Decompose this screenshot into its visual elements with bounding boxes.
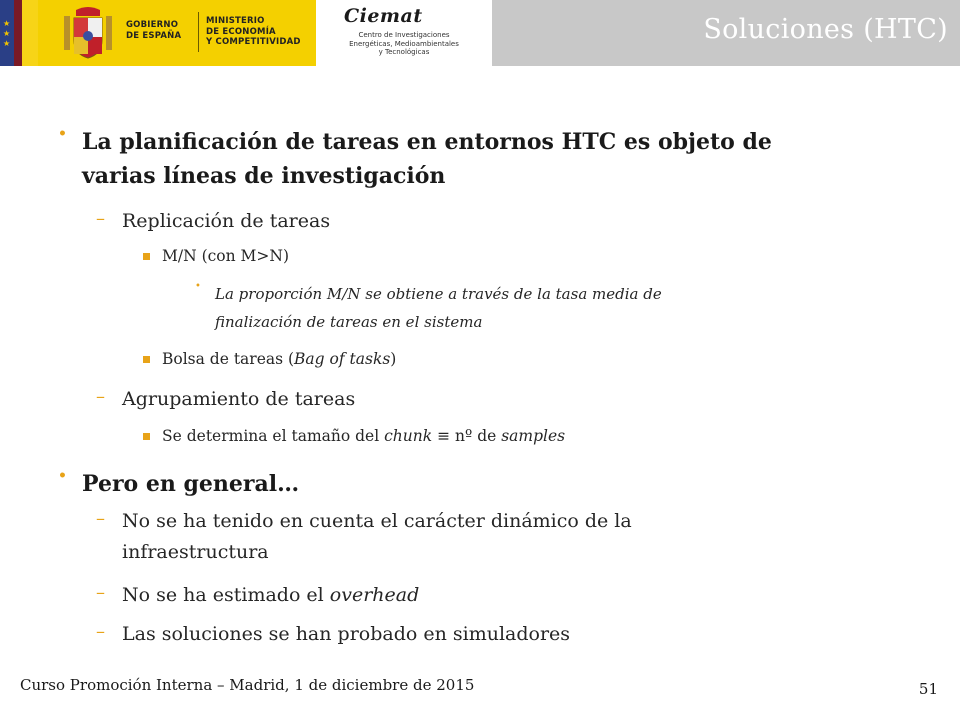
gov-line1: GOBIERNO <box>126 20 179 30</box>
point2c: Las soluciones se han probado en simuladores <box>122 623 571 645</box>
slide-title: Soluciones (HTC) <box>703 14 948 45</box>
point2a-line2: infraestructura <box>122 541 269 563</box>
ciemat-sub2: Energéticas, Medioambientales <box>349 39 459 48</box>
point2: Pero en general… <box>82 471 300 497</box>
dash-bullet-icon: – <box>96 386 105 407</box>
ministry-line1: MINISTERIO <box>206 16 265 26</box>
dash-bullet-icon: – <box>96 621 105 642</box>
point1a2: Bolsa de tareas (Bag of tasks) <box>162 350 397 368</box>
gov-line2: DE ESPAÑA <box>126 30 182 41</box>
eu-flag-icon: ★ ★ ★ <box>0 0 38 66</box>
square-bullet-icon <box>143 356 150 363</box>
ciemat-wordmark: Ciemat <box>344 5 423 27</box>
point1-line1: La planificación de tareas en entornos HTC es objeto de <box>82 129 772 155</box>
government-logo <box>38 0 316 66</box>
bullet-dot-icon: • <box>58 126 67 142</box>
ciemat-sub3: y Tecnológicas <box>378 48 430 56</box>
spain-coat-of-arms-icon <box>62 6 114 60</box>
ciemat-logo <box>316 0 492 66</box>
small-dot-icon: • <box>195 281 201 292</box>
dash-bullet-icon: – <box>96 508 105 529</box>
ministry-line3: Y COMPETITIVIDAD <box>206 37 301 47</box>
point1a1a-line1: La proporción M/N se obtiene a través de la tasa media de <box>215 285 662 303</box>
point2b: No se ha estimado el overhead <box>122 584 420 606</box>
ministry-line2: DE ECONOMÍA <box>206 26 276 37</box>
divider <box>198 12 199 52</box>
point1a1: M/N (con M>N) <box>162 247 290 265</box>
bullet-dot-icon: • <box>58 468 67 484</box>
point1b: Agrupamiento de tareas <box>122 388 356 410</box>
dash-bullet-icon: – <box>96 208 105 229</box>
footer-text: Curso Promoción Interna – Madrid, 1 de diciembre de 2015 <box>20 676 475 694</box>
header-band <box>0 0 960 66</box>
title-bar <box>492 0 960 66</box>
point1b1: Se determina el tamaño del chunk ≡ nº de samples <box>162 427 566 445</box>
ciemat-sub1: Centro de Investigaciones <box>358 31 450 39</box>
page-number: 51 <box>918 680 938 698</box>
square-bullet-icon <box>143 253 150 260</box>
point1a1a-line2: finalización de tareas en el sistema <box>215 313 483 331</box>
dash-bullet-icon: – <box>96 582 105 603</box>
square-bullet-icon <box>143 433 150 440</box>
point2a-line1: No se ha tenido en cuenta el carácter dinámico de la <box>122 510 632 532</box>
point1a: Replicación de tareas <box>122 210 331 232</box>
point1-line2: varias líneas de investigación <box>82 163 446 189</box>
